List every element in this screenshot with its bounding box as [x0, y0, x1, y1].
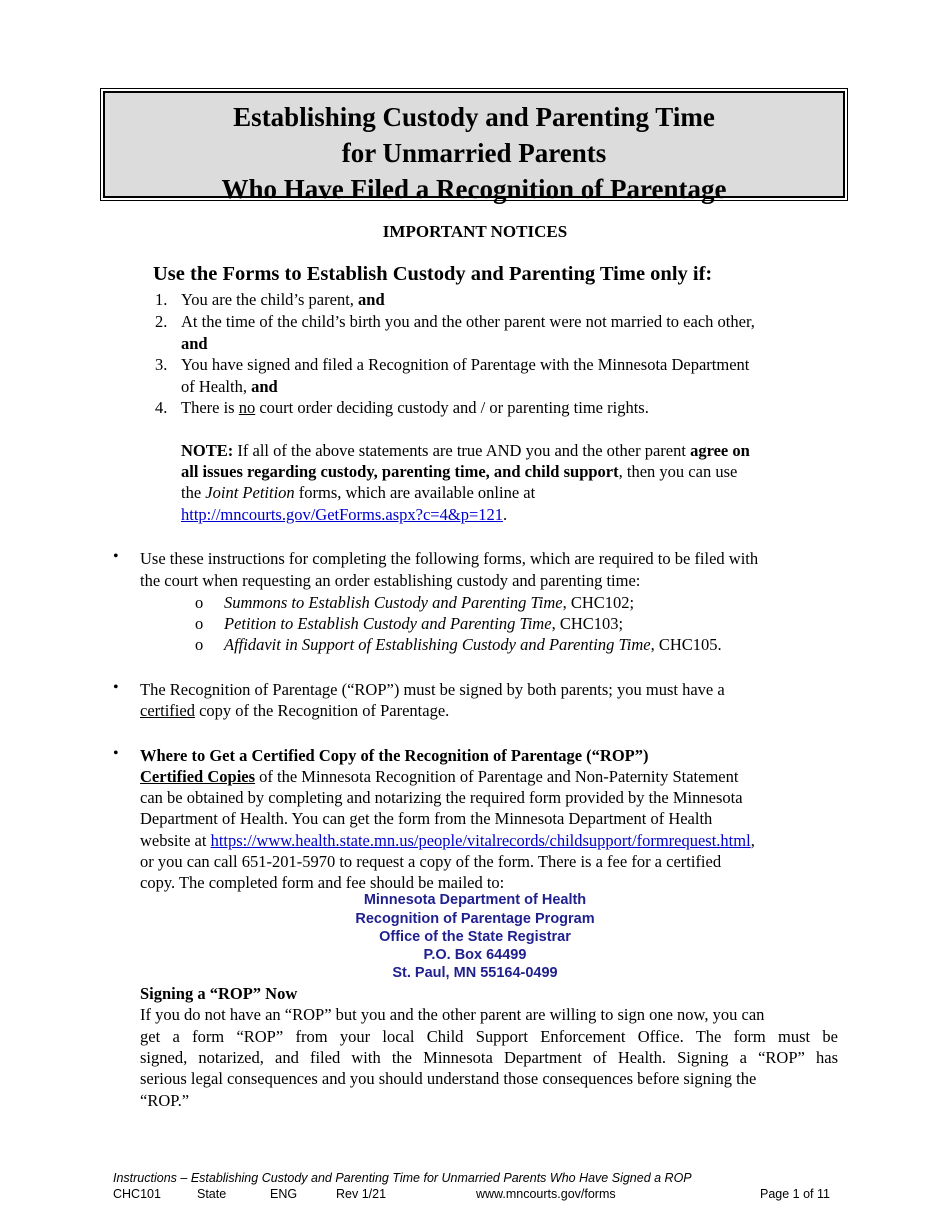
bullet-icon: • [113, 548, 119, 565]
bullet3-line-1 [140, 766, 738, 788]
bullet3-text: of the Minnesota Recognition of Parentage and Non-Paternity Statement [255, 767, 739, 786]
list-text: There is [181, 398, 239, 417]
list-item-text [181, 333, 208, 355]
bullet2-text: copy of the Recognition of Parentage. [194, 701, 450, 720]
address-line: St. Paul, MN 55164-0499 [392, 965, 558, 981]
title-line-1: Establishing Custody and Parenting Time [233, 102, 715, 132]
bullet1-line-1: Use these instructions for completing the following forms, which are required to be filed with [140, 549, 759, 568]
note-text: , then you can use [618, 462, 738, 481]
signing-heading: Signing a “ROP” Now [140, 984, 298, 1003]
signing-line-2: get a form “ROP” from your local Child Support Enforcement Office. The form must be [140, 1027, 838, 1046]
bullet3-line-4 [140, 830, 755, 852]
bullet3-line-6: copy. The completed form and fee should be mailed to: [140, 873, 505, 892]
sub-bullet-icon: o [195, 635, 204, 654]
list-item [155, 397, 167, 419]
form-item [224, 634, 722, 656]
note-line-1 [181, 440, 750, 462]
note-line-2 [181, 461, 737, 483]
certified-copies-label: Certified Copies [140, 767, 256, 786]
form-name: Summons to Establish Custody and Parenting Time [224, 593, 563, 612]
sub-bullet-icon: o [195, 593, 204, 612]
signing-line-3: signed, notarized, and filed with the Minnesota Department of Health. Signing a “ROP” has [140, 1048, 838, 1067]
list-item [155, 289, 167, 311]
bullet-icon: • [113, 679, 119, 696]
title-box-inner [103, 91, 845, 204]
list-num: 3. [155, 355, 168, 374]
footer-rev: Rev 1/21 [336, 1187, 387, 1201]
joint-petition-link[interactable]: http://mncourts.gov/GetForms.aspx?c=4&p=121 [181, 505, 503, 524]
footer-lang: ENG [270, 1187, 298, 1201]
list-bold: and [181, 334, 208, 353]
list-text: of Health, [181, 377, 252, 396]
note-text: If all of the above statements are true AND you and the other parent [233, 441, 691, 460]
footer-code: CHC101 [113, 1187, 161, 1201]
bullet3-text: website at [140, 831, 211, 850]
form-code: , CHC102; [562, 593, 635, 612]
note-text: . [503, 505, 508, 524]
form-item [224, 613, 623, 635]
note-text: the [181, 483, 206, 502]
form-code: , CHC105. [650, 635, 722, 654]
list-bold: and [358, 290, 385, 309]
sub-bullet-icon: o [195, 614, 204, 633]
signing-line-5: “ROP.” [140, 1091, 190, 1110]
note-bold: agree on [690, 441, 750, 460]
list-underline: no [238, 398, 256, 417]
notices-heading: IMPORTANT NOTICES [382, 222, 568, 241]
bullet3-text: , [750, 831, 755, 850]
list-item [155, 311, 167, 333]
footer-url[interactable]: www.mncourts.gov/forms [476, 1187, 616, 1201]
note-line-3 [181, 482, 535, 504]
bullet3-line-2: can be obtained by completing and notarizing the required form provided by the Minnesota [140, 788, 743, 807]
note-italic: Joint Petition [205, 483, 295, 502]
footer-title: Instructions – Establishing Custody and Parenting Time for Unmarried Parents Who Have Signed a ROP [113, 1171, 692, 1185]
form-name: Affidavit in Support of Establishing Custody and Parenting Time [224, 635, 651, 654]
bullet2-line-1: The Recognition of Parentage (“ROP”) must be signed by both parents; you must have a [140, 680, 725, 699]
bullet2-line-2 [140, 700, 449, 722]
note-label: NOTE: [181, 441, 234, 460]
list-text: You are the child’s parent, [181, 290, 359, 309]
list-item [155, 354, 167, 376]
title-line-2: for Unmarried Parents [341, 138, 607, 168]
list-text: You have signed and filed a Recognition of Parentage with the Minnesota Department [181, 355, 750, 374]
underlined-word: certified [140, 701, 195, 720]
note-bold: all issues regarding custody, parenting time, and child support [181, 462, 619, 481]
footer-page: Page 1 of 11 [760, 1187, 830, 1201]
list-text: court order deciding custody and / or parenting time rights. [255, 398, 649, 417]
bullet3-line-3: Department of Health. You can get the form from the Minnesota Department of Health [140, 809, 713, 828]
address-line: P.O. Box 64499 [423, 947, 527, 963]
list-text: At the time of the child’s birth you and the other parent were not married to each other, [181, 312, 755, 331]
list-num: 2. [155, 312, 168, 331]
health-form-link[interactable]: https://www.health.state.mn.us/people/vitalrecords/childsupport/formrequest.html [210, 831, 751, 850]
bullet3-heading: Where to Get a Certified Copy of the Recognition of Parentage (“ROP”) [140, 746, 649, 765]
note-line-4 [181, 504, 507, 526]
signing-line-1: If you do not have an “ROP” but you and the other parent are willing to sign one now, you can [140, 1005, 765, 1024]
address-line: Recognition of Parentage Program [355, 911, 595, 927]
title-box [100, 88, 848, 204]
bullet3-line-5: or you can call 651-201-5970 to request a copy of the form. There is a fee for a certified [140, 852, 722, 871]
address-line: Minnesota Department of Health [363, 892, 587, 908]
signing-line-4: serious legal consequences and you should understand those consequences before signing the [140, 1069, 757, 1088]
list-item-text [181, 289, 385, 311]
title-line-3: Who Have Filed a Recognition of Parentage [221, 174, 727, 204]
form-name: Petition to Establish Custody and Parenting Time [224, 614, 552, 633]
list-num: 4. [155, 398, 168, 417]
use-forms-heading: Use the Forms to Establish Custody and Parenting Time only if: [153, 263, 713, 285]
list-item-text [181, 397, 649, 419]
list-item-text [181, 376, 278, 398]
bullet-icon: • [113, 745, 119, 762]
form-item [224, 592, 634, 614]
address-line: Office of the State Registrar [379, 929, 571, 945]
list-item-text [181, 311, 755, 333]
footer-state: State [197, 1187, 227, 1201]
bullet1-line-2: the court when requesting an order establishing custody and parenting time: [140, 571, 641, 590]
form-code: , CHC103; [551, 614, 624, 633]
list-bold: and [251, 377, 278, 396]
note-text: forms, which are available online at [294, 483, 536, 502]
list-item-text [181, 354, 749, 376]
list-num: 1. [155, 290, 168, 309]
